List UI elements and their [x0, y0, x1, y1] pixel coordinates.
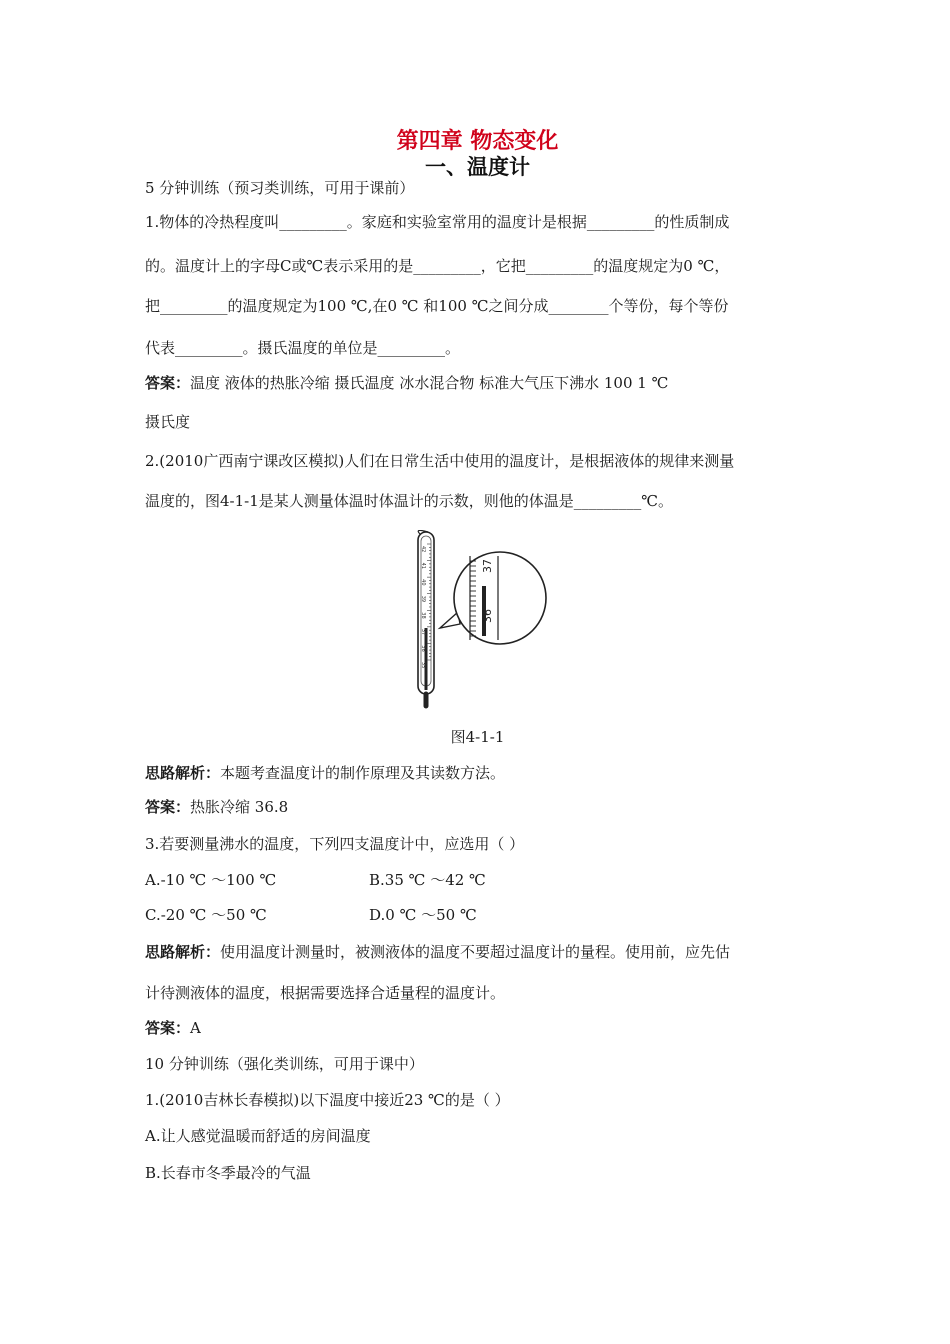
q3-options-row1 [145, 870, 810, 890]
q3-answer-line [145, 1018, 810, 1038]
q2-line2: 温度的，图4-1-1是某人测量体温时体温计的示数，则他的体温是_________℃。 [145, 492, 674, 510]
q3-option-d: D.0 ℃ ～50 ℃ [369, 906, 477, 924]
q2-line1: 2.(2010广西南宁课改区模拟)人们在日常生活中使用的温度计，是根据液体的规律来测量 [145, 452, 735, 470]
analysis-label: 思路解析： [145, 764, 221, 782]
q3-option-b: B.35 ℃ ～42 ℃ [369, 871, 486, 889]
analysis-label: 思路解析： [145, 943, 221, 961]
q1-line2: 的。温度计上的字母C或℃表示采用的是_________，它把_________的温度规定为0 ℃， [145, 257, 730, 275]
scale-label: 38 [420, 612, 426, 619]
q4-option-b: B.长春市冬季最冷的气温 [145, 1164, 311, 1182]
magnified-label: 37 [481, 559, 494, 573]
q3-options-row2 [145, 905, 810, 925]
q3-answer: A [190, 1019, 201, 1037]
scale-label: 37 [420, 628, 426, 636]
q2-analysis-line [145, 763, 810, 783]
scale-label: 42 [420, 546, 426, 553]
scale-label: 40 [420, 579, 426, 586]
q1-line1: 1.物体的冷热程度叫_________。家庭和实验室常用的温度计是根据_________的性质制成 [145, 213, 730, 231]
thermometer-figure [400, 530, 620, 720]
q4-option-a: A.让人感觉温暖而舒适的房间温度 [145, 1127, 371, 1145]
scale-label: 35 [420, 662, 426, 669]
q3-option-c: C.-20 ℃ ～50 ℃ [145, 906, 267, 924]
scale-label: 41 [420, 562, 426, 569]
answer-label: 答案： [145, 1019, 191, 1037]
q1-line3: 把_________的温度规定为100 ℃,在0 ℃ 和100 ℃之间分成________个等份，每个等份 [145, 297, 729, 315]
thermometer-body [418, 530, 434, 706]
q3-analysis-1: 使用温度计测量时，被测液体的温度不要超过温度计的量程。使用前，应先估 [220, 943, 731, 961]
magnified-label: 36 [481, 609, 494, 623]
q1-line4: 代表_________。摄氏温度的单位是_________。 [145, 339, 461, 357]
q2-answer: 热胀冷缩 36.8 [190, 798, 289, 816]
chapter-title: 第四章 物态变化 [396, 129, 559, 154]
q3-analysis-line [145, 942, 810, 962]
q3-analysis-2: 计待测液体的温度，根据需要选择合适量程的温度计。 [145, 984, 506, 1002]
q1-answer: 温度 液体的热胀冷缩 摄氏温度 冰水混合物 标准大气压下沸水 100 1 ℃ [190, 374, 669, 392]
q3-question: 3.若要测量沸水的温度，下列四支温度计中，应选用（ ） [145, 835, 525, 853]
q3-option-a: A.-10 ℃ ～100 ℃ [145, 871, 277, 889]
part2-title: 10 分钟训练（强化类训练，可用于课中） [145, 1055, 424, 1073]
q4-question: 1.(2010吉林长春模拟)以下温度中接近23 ℃的是（ ） [145, 1091, 510, 1109]
figure-caption: 图4-1-1 [450, 728, 505, 746]
section-title: 一、温度计 [425, 155, 530, 179]
q1-answer-cont: 摄氏度 [145, 413, 191, 431]
answer-label: 答案： [145, 798, 191, 816]
q2-answer-line [145, 797, 810, 817]
scale-label: 39 [420, 595, 426, 603]
q2-analysis: 本题考查温度计的制作原理及其读数方法。 [220, 764, 506, 782]
scale-label: 36 [420, 645, 426, 652]
answer-label: 答案： [145, 374, 191, 392]
part1-title: 5 分钟训练（预习类训练，可用于课前） [145, 179, 415, 197]
q1-answer-line [145, 373, 810, 393]
magnified-view [440, 552, 546, 644]
